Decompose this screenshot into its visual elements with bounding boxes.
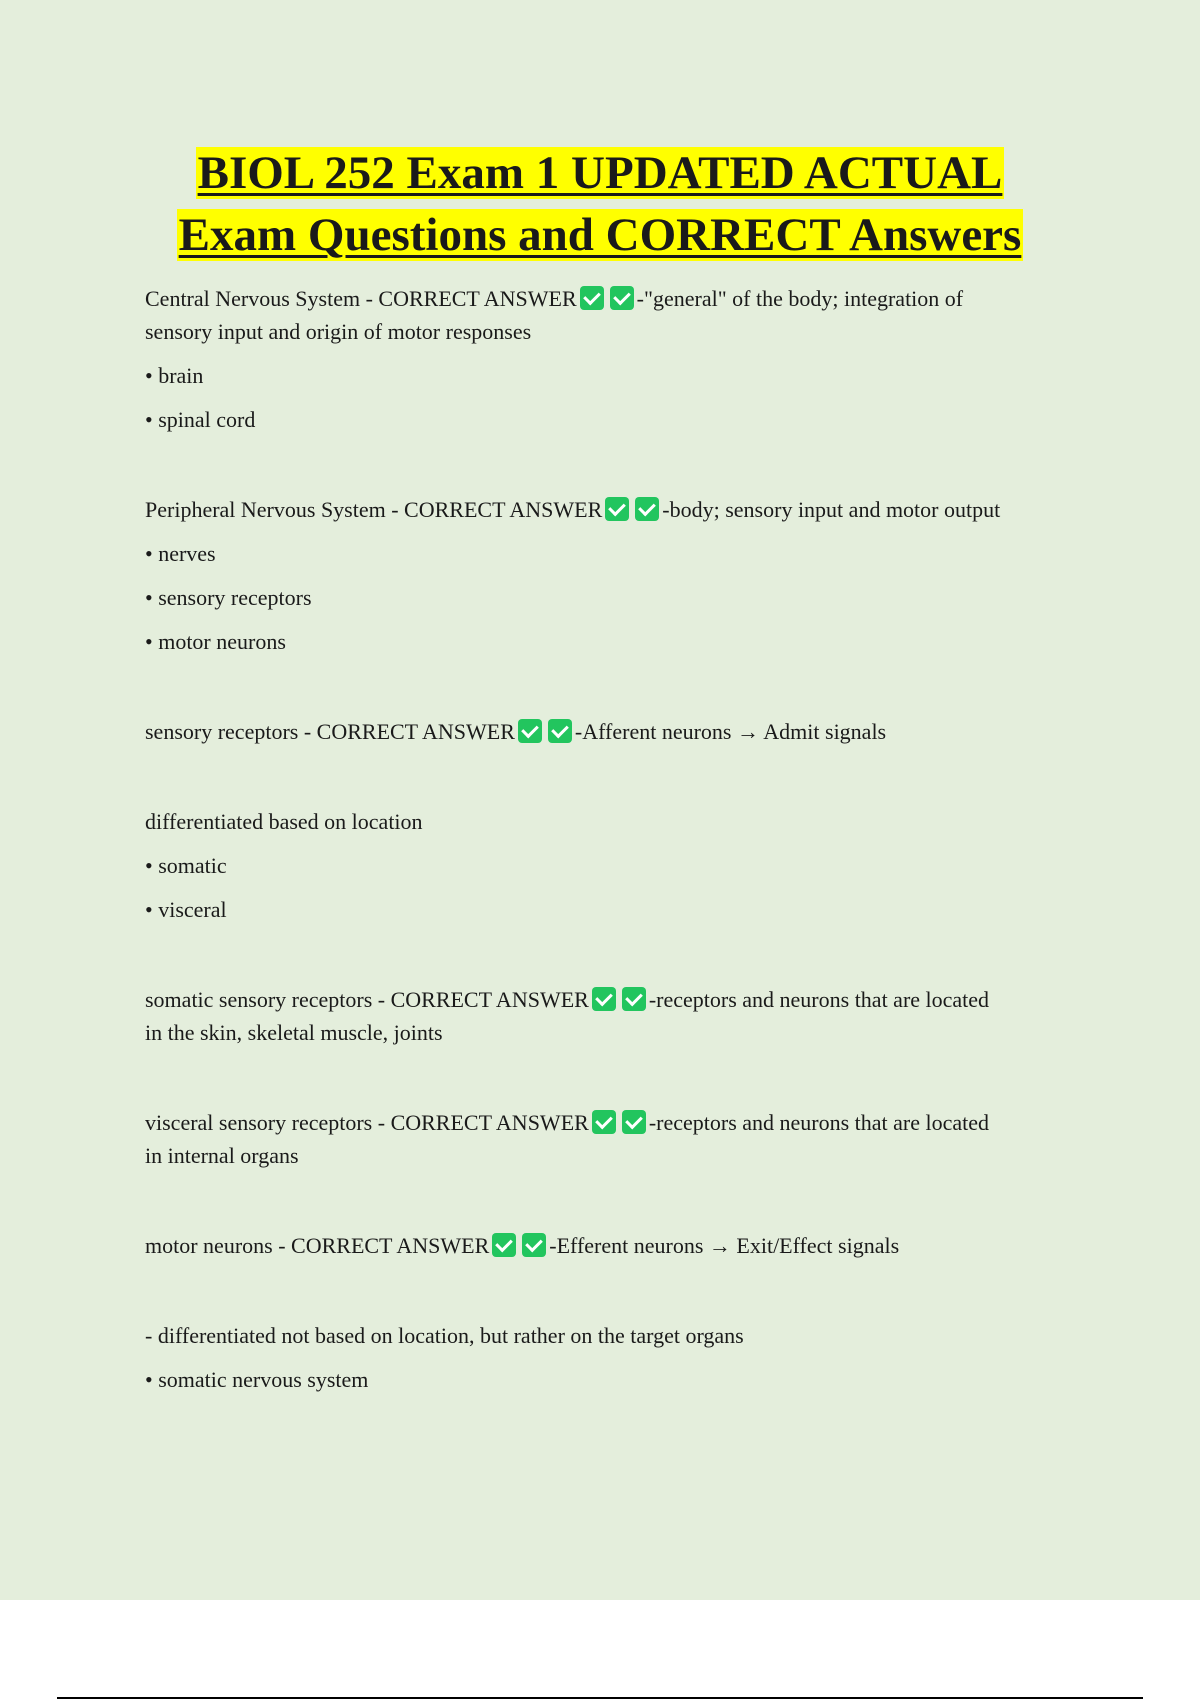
qa-answer-cont: in the skin, skeletal muscle, joints xyxy=(145,1020,443,1045)
check-mark-icon xyxy=(610,286,634,310)
qa-term: sensory receptors - CORRECT ANSWER xyxy=(145,719,515,744)
qa-entry xyxy=(145,1229,1095,1262)
check-mark-icon xyxy=(592,987,616,1011)
qa-answer: -"general" of the body; integration of xyxy=(636,286,964,311)
check-mark-icon xyxy=(580,286,604,310)
qa-term: somatic sensory receptors - CORRECT ANSWER xyxy=(145,987,589,1012)
bullet-item: • nerves xyxy=(145,541,216,566)
qa-entry xyxy=(145,493,1095,526)
note-text: - differentiated not based on location, but rather on the target organs xyxy=(145,1323,744,1348)
check-mark-icon xyxy=(635,497,659,521)
title-line-1: BIOL 252 Exam 1 UPDATED ACTUAL xyxy=(197,147,1003,199)
bullet-item: • somatic xyxy=(145,853,227,878)
bullet-item: • spinal cord xyxy=(145,407,256,432)
check-mark-icon xyxy=(592,1110,616,1134)
qa-answer: -receptors and neurons that are located xyxy=(648,987,990,1012)
check-mark-icon xyxy=(622,1110,646,1134)
qa-answer-cont: in internal organs xyxy=(145,1143,299,1168)
bullet-item: • visceral xyxy=(145,897,227,922)
bullet-item: • somatic nervous system xyxy=(145,1367,369,1392)
qa-entry xyxy=(145,282,1095,348)
qa-answer: -body; sensory input and motor output xyxy=(662,497,1001,522)
document-title xyxy=(0,142,1200,266)
bullet-item: • sensory receptors xyxy=(145,585,312,610)
note-text: differentiated based on location xyxy=(145,809,423,834)
check-mark-icon xyxy=(605,497,629,521)
qa-term: Peripheral Nervous System - CORRECT ANSWER xyxy=(145,497,603,522)
check-mark-icon xyxy=(522,1233,546,1257)
title-line-2: Exam Questions and CORRECT Answers xyxy=(178,209,1022,261)
qa-entry xyxy=(145,1106,1095,1172)
qa-answer: -Afferent neurons → Admit signals xyxy=(574,719,887,744)
qa-term: Central Nervous System - CORRECT ANSWER xyxy=(145,286,577,311)
qa-answer: -Efferent neurons → Exit/Effect signals xyxy=(549,1233,900,1258)
check-mark-icon xyxy=(622,987,646,1011)
qa-entry xyxy=(145,715,1095,748)
check-mark-icon xyxy=(518,719,542,743)
qa-answer: -receptors and neurons that are located xyxy=(648,1110,990,1135)
qa-term: motor neurons - CORRECT ANSWER xyxy=(145,1233,490,1258)
footer-divider xyxy=(57,1697,1143,1699)
bullet-item: • brain xyxy=(145,363,204,388)
check-mark-icon xyxy=(492,1233,516,1257)
check-mark-icon xyxy=(548,719,572,743)
document-body xyxy=(145,282,1095,1396)
bullet-item: • motor neurons xyxy=(145,629,286,654)
qa-term: visceral sensory receptors - CORRECT ANSWER xyxy=(145,1110,589,1135)
qa-entry xyxy=(145,983,1095,1049)
qa-answer-cont: sensory input and origin of motor responses xyxy=(145,319,532,344)
